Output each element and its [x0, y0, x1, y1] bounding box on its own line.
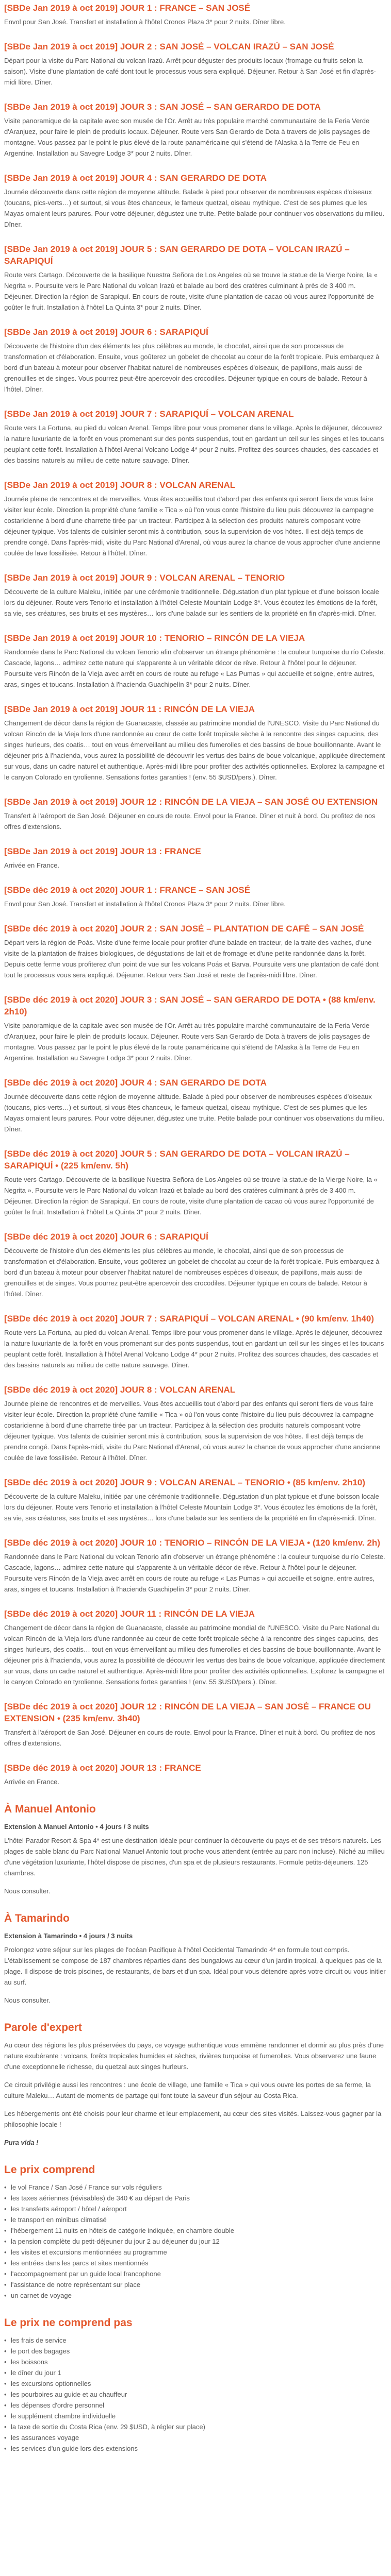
itinerary-day — [4, 1477, 386, 1523]
itinerary-day — [4, 1762, 386, 1787]
itinerary-day — [4, 1537, 386, 1595]
itinerary-day — [4, 572, 386, 619]
day-title: [SBDe déc 2019 à oct 2020] JOUR 5 : SAN GERARDO DE DOTA – VOLCAN IRAZÚ – SARAPIQUÍ • (225 km/env. 5h) — [4, 1149, 350, 1171]
day-description: Découverte de l'histoire d'un des éléments les plus célèbres au monde, le chocolat, ainsi que de son processus de transformation et d'élaboration. Ensuite, vous goûterez un gobelet de chocolat au cœur de la forêt tropicale. Puis embarquez à bord d'un bateau à moteur pour observer l'habitat naturel de nombreuses espèces d'oiseaux, de papillons, mais aussi de grenouilles et de singes. Vous pourrez peut-être apercevoir des crocodiles. Déjeuner typique en cours de balade. Retour à l'hôtel. Dîner. — [4, 1247, 380, 1298]
price-includes-item: • les entrées dans les parcs et sites mentionnés — [4, 2258, 386, 2268]
itinerary-day — [4, 1701, 386, 1749]
day-title: [SBDe déc 2019 à oct 2020] JOUR 2 : SAN JOSÉ – PLANTATION DE CAFÉ – SAN JOSÉ — [4, 924, 364, 934]
expert-paragraph: Au cœur des régions les plus préservées du pays, ce voyage authentique vous emmène randonner et dormir au plus près d'une nature exubérante : volcans, forêts tropicales humides et sèches, rivières turquoise et fumerolles. Vous observerez une faune d'une exceptionnelle richesse, du quetzal aux singes hurleurs. — [4, 2041, 384, 2071]
itinerary-day — [4, 923, 386, 980]
price-excludes-list — [4, 2335, 386, 2454]
itinerary-day — [4, 1313, 386, 1370]
day-title: [SBDe déc 2019 à oct 2020] JOUR 9 : VOLCAN ARENAL – TENORIO • (85 km/env. 2h10) — [4, 1478, 366, 1487]
day-description: Transfert à l'aéroport de San José. Déjeuner en cours de route. Envol pour la France. Dîner et nuit à bord. Ou profitez de nos offres d'extensions. — [4, 812, 376, 831]
itinerary-day — [4, 408, 386, 466]
day-title: [SBDe Jan 2019 à oct 2019] JOUR 1 : FRANCE – SAN JOSÉ — [4, 3, 251, 13]
day-title: [SBDe Jan 2019 à oct 2019] JOUR 4 : SAN GERARDO DE DOTA — [4, 173, 267, 183]
price-excludes-item: • le dîner du jour 1 — [4, 2367, 386, 2378]
day-description: Changement de décor dans la région de Guanacaste, classée au patrimoine mondial de l'UNESCO. Visite du Parc National du volcan Rincón de la Vieja lors d'une randonnée au cœur de cette forêt tropicale sèche à la rencontre des singes capucins, des singes hurleurs, des coatis… tout en vous émerveillant au milieu des fumerolles et des bassins de boue bouillonnante. Avant le déjeuner pris à l'hacienda, vous aurez la possibilité de découvrir les vertus des bains de boue volcanique, appliquée directement sur vous, dans un cadre naturel et authentique. Après-midi libre pour profiter des activités optionnelles. Explorez la campagne et le canyon Colorado en tyrolienne. Sensations fortes garanties ! (env. 55 $USD/pers.). Dîner. — [4, 719, 385, 781]
expert-section — [4, 2021, 386, 2148]
day-title: [SBDe Jan 2019 à oct 2019] JOUR 3 : SAN JOSÉ – SAN GERARDO DE DOTA — [4, 102, 321, 112]
day-title: [SBDe déc 2019 à oct 2020] JOUR 10 : TENORIO – RINCÓN DE LA VIEJA • (120 km/env. 2h) — [4, 1538, 380, 1548]
day-description: Changement de décor dans la région de Guanacaste, classée au patrimoine mondial de l'UNESCO. Visite du Parc National du volcan Rincón de la Vieja lors d'une randonnée au cœur de cette forêt tropicale sèche à la rencontre des singes capucins, des singes hurleurs, des coatis… tout en vous émerveillant au milieu des fumerolles et des bassins de boue bouillonnante. Avant le déjeuner pris à l'hacienda, vous aurez la possibilité de découvrir les vertus des bains de boue volcanique, appliquée directement sur vous, dans un cadre naturel et authentique. Après-midi libre pour profiter des activités optionnelles. Explorez la campagne et le canyon Colorado en tyrolienne. Sensations fortes garanties ! (env. 55 $USD/pers.). Dîner. — [4, 1624, 385, 1686]
itinerary-day — [4, 796, 386, 832]
day-description: Visite panoramique de la capitale avec son musée de l'Or. Arrêt au très populaire marché communautaire de la Feria Verde d'Aranjuez, pour faire le plein de produits locaux. Déjeuner. Route vers San Gerardo de Dota à travers de jolis paysages de montagne. Vous passez par le point le plus élevé de la route panaméricaine qui s'étend de l'Alaska à la Terre de Feu en Argentine. Installation au Savegre Lodge 3* pour 2 nuits. Dîner. — [4, 1022, 370, 1062]
price-excludes-item: • les services d'un guide lors des extensions — [4, 2443, 386, 2454]
extension-subtitle: Extension à Manuel Antonio • 4 jours / 3 nuits — [4, 1823, 149, 1831]
itinerary-day — [4, 1384, 386, 1463]
day-description: Arrivée en France. — [4, 861, 59, 869]
day-description: Départ pour la visite du Parc National du volcan Irazú. Arrêt pour déguster des produits locaux (fromage ou fruits selon la saison). Visite d'une plantation de café dont tout le processus vous sera expliqué. Déjeuner. Retour à San José et fin d'après-midi libre. Dîner. — [4, 57, 376, 86]
price-includes-item: • les transferts aéroport / hôtel / aéroport — [4, 2204, 386, 2214]
expert-heading: Parole d'expert — [4, 2022, 82, 2033]
extension-note: Nous consulter. — [4, 1996, 51, 2004]
day-description: Route vers Cartago. Découverte de la basilique Nuestra Señora de Los Angeles où se trouve la statue de la Vierge Noire, la « Negrita ». Poursuite vers le Parc National du volcan Irazú et balade au bord des cratères culminant à près de 3 400 m. Déjeuner. Direction la région de Sarapiquí. En cours de route, visite d'une plantation de cacao où vous aurez l'opportunité de goûter le fruit. Installation à l'hôtel La Quinta 3* pour 2 nuits. Dîner. — [4, 1176, 378, 1216]
expert-paragraph: Ce circuit privilégie aussi les rencontres : une école de village, une famille « Tica » qui vous ouvre les portes de sa ferme, la culture Maleku… Autant de moments de partage qui font toute la saveur d'un séjour au Costa Rica. — [4, 2081, 371, 2099]
expert-signature: Pura vida ! — [4, 2139, 39, 2146]
extension-description: Prolongez votre séjour sur les plages de l'océan Pacifique à l'hôtel Occidental Tamarindo 4* en formule tout compris. L'établissement se compose de 187 chambres réparties dans des bungalows au cœur d'un jardin tropical, à quelques pas de la plage. Il dispose de trois piscines, de restaurants, de bars et d'un spa. Idéal pour vous détendre après votre circuit ou vous initier au surf. — [4, 1946, 386, 1986]
extension-note: Nous consulter. — [4, 1887, 51, 1895]
day-title: [SBDe déc 2019 à oct 2020] JOUR 1 : FRANCE – SAN JOSÉ — [4, 885, 251, 895]
price-excludes-item: • les excursions optionnelles — [4, 2378, 386, 2389]
day-description: Journée pleine de rencontres et de merveilles. Vous êtes accueillis tout d'abord par des enfants qui seront fiers de vous faire visiter leur école. Direction la propriété d'une famille « Tica » où l'on vous conte l'histoire du lieu puis découvrez la campagne costaricienne à bord d'une charrette tirée par un tracteur. Participez à la sélection des produits naturels composant votre déjeuner typique. Vos talents de cuisinier seront mis à contribution, sous la supervision de vos hôtes. Il est déjà temps de prendre congé. Dans l'après-midi, visite du Parc National d'Arenal, où vous aurez la chance de vous approcher d'une ancienne coulée de lave fossilisée. Retour à l'hôtel. Dîner. — [4, 495, 381, 557]
price-includes-item: • l'assistance de notre représentant sur place — [4, 2279, 386, 2290]
day-description: Visite panoramique de la capitale avec son musée de l'Or. Arrêt au très populaire marché communautaire de la Feria Verde d'Aranjuez, pour faire le plein de produits locaux. Déjeuner. Route vers San Gerardo de Dota à travers de jolis paysages de montagne. Vous passez par le point le plus élevé de la route panaméricaine qui s'étend de l'Alaska à la Terre de Feu en Argentine. Installation au Savegre Lodge 3* pour 2 nuits. Dîner. — [4, 117, 370, 157]
itinerary-day — [4, 845, 386, 871]
itinerary-day — [4, 41, 386, 88]
day-title: [SBDe déc 2019 à oct 2020] JOUR 7 : SARAPIQUÍ – VOLCAN ARENAL • (90 km/env. 1h40) — [4, 1314, 374, 1324]
itinerary-day — [4, 703, 386, 783]
expert-paragraphs — [4, 2040, 386, 2130]
price-includes-item: • l'accompagnement par un guide local francophone — [4, 2268, 386, 2279]
day-title: [SBDe déc 2019 à oct 2020] JOUR 4 : SAN GERARDO DE DOTA — [4, 1078, 267, 1088]
itinerary-day — [4, 326, 386, 395]
price-includes-heading: Le prix comprend — [4, 2164, 95, 2176]
day-title: [SBDe déc 2019 à oct 2020] JOUR 6 : SARAPIQUÍ — [4, 1232, 208, 1242]
day-description: Journée découverte dans cette région de moyenne altitude. Balade à pied pour observer de nombreuses espèces d'oiseaux (toucans, pics-verts…) et surtout, si vous êtes chanceux, le fameux quetzal, oiseau mythique. C'est de ses plumes que les Mayas ornaient leurs parures. Pour votre déjeuner, dégustez une truite. Petite balade pour continuer vos observations du milieu. Dîner. — [4, 188, 385, 228]
day-description: Départ vers la région de Poás. Visite d'une ferme locale pour profiter d'une balade en tracteur, de la traite des vaches, d'une visite de la plantation de fraises biologiques, de dégustations de lait et de fromage et d'une petite randonnée dans la forêt. Depuis cette ferme vous profiterez d'un point de vue sur les volcans Poás et Barva. Poursuite vers une plantation de café dont tout le processus vous sera expliqué. Déjeuner. Retour vers San José et reste de l'après-midi libre. Dîner. — [4, 939, 379, 979]
day-description: Randonnée dans le Parc National du volcan Tenorio afin d'observer un étrange phénomène : la couleur turquoise du río Celeste. Cascade, lagons… admirez cette nature qui s'apparente à un véritable décor de rêve. Retour à l'hôtel pour le déjeuner. Poursuite vers Rincón de la Vieja avec arrêt en cours de route au refuge « Las Pumas » qui accueille et soigne, entre autres, aras, singes et toucans. Installation à l'hacienda Guachipelín 3* pour 2 nuits. Dîner. — [4, 1553, 385, 1593]
day-description: Route vers Cartago. Découverte de la basilique Nuestra Señora de Los Angeles où se trouve la statue de la Vierge Noire, la « Negrita ». Poursuite vers le Parc National du volcan Irazú et balade au bord des cratères culminant à près de 3 400 m. Déjeuner. Direction la région de Sarapiquí. En cours de route, visite d'une plantation de cacao où vous aurez l'opportunité de goûter le fruit. Installation à l'hôtel La Quinta 3* pour 2 nuits. Dîner. — [4, 271, 378, 311]
day-description: Découverte de la culture Maleku, initiée par une cérémonie traditionnelle. Dégustation d'un plat typique et d'une boisson locale lors du déjeuner. Route vers Tenorio et installation à l'hôtel Celeste Mountain Lodge 3*. Vous écoutez les émotions de la forêt, sa vie, ses créatures, ses bruits et ses mystères… lors d'une balade sur les sentiers de la propriété en fin d'après-midi. Dîner. — [4, 1493, 379, 1522]
extension-subtitle: Extension à Tamarindo • 4 jours / 3 nuits — [4, 1932, 133, 1940]
day-description: Envol pour San José. Transfert et installation à l'hôtel Cronos Plaza 3* pour 2 nuits. Dîner libre. — [4, 900, 286, 908]
price-excludes-item: • les assurances voyage — [4, 2432, 386, 2443]
day-title: [SBDe Jan 2019 à oct 2019] JOUR 10 : TENORIO – RINCÓN DE LA VIEJA — [4, 633, 305, 643]
day-title: [SBDe déc 2019 à oct 2020] JOUR 12 : RINCÓN DE LA VIEJA – SAN JOSÉ – FRANCE OU EXTENSION • (235 km/env. 3h40) — [4, 1702, 371, 1723]
extension-manuel-antonio — [4, 1803, 386, 1896]
price-excludes-item: • les frais de service — [4, 2335, 386, 2346]
price-excludes-heading: Le prix ne comprend pas — [4, 2317, 133, 2329]
price-includes-item: • les taxes aériennes (révisables) de 340 € au départ de Paris — [4, 2193, 386, 2204]
itinerary-day — [4, 1231, 386, 1299]
itinerary-day — [4, 1608, 386, 1687]
itinerary-day — [4, 172, 386, 230]
day-title: [SBDe Jan 2019 à oct 2019] JOUR 13 : FRANCE — [4, 846, 201, 856]
price-excludes-item: • les dépenses d'ordre personnel — [4, 2400, 386, 2411]
price-includes-item: • le vol France / San José / France sur vols réguliers — [4, 2182, 386, 2193]
itinerary-day — [4, 994, 386, 1063]
day-title: [SBDe déc 2019 à oct 2020] JOUR 11 : RINCÓN DE LA VIEJA — [4, 1609, 255, 1619]
extension-heading: À Tamarindo — [4, 1912, 70, 1924]
day-description: Route vers La Fortuna, au pied du volcan Arenal. Temps libre pour vous promener dans le village. Après le déjeuner, découvrez la nature luxuriante de la forêt en vous promenant sur des ponts suspendus, tout en gardant un œil sur les singes et les toucans peuplant cette forêt. Installation à l'hôtel Arenal Volcano Lodge 4* pour 2 nuits. Profitez des sources chaudes, des cascades et des bassins naturels au milieu de cette nature sauvage. Dîner. — [4, 1329, 384, 1369]
price-includes-item: • l'hébergement 11 nuits en hôtels de catégorie indiquée, en chambre double — [4, 2225, 386, 2236]
day-title: [SBDe Jan 2019 à oct 2019] JOUR 7 : SARAPIQUÍ – VOLCAN ARENAL — [4, 409, 294, 419]
day-description: Envol pour San José. Transfert et installation à l'hôtel Cronos Plaza 3* pour 2 nuits. Dîner libre. — [4, 18, 286, 26]
day-description: Arrivée en France. — [4, 1778, 59, 1786]
extension-description: L'hôtel Parador Resort & Spa 4* est une destination idéale pour continuer la découverte du pays et de ses trésors naturels. Les plages de sable blanc du Parc National Manuel Antonio tout proche vous attendent (entrée au parc non incluse). Niché au milieu d'une végétation luxuriante, l'hôtel dispose de piscines, d'un spa et de plusieurs restaurants. Formule petits-déjeuners. 125 chambres. — [4, 1837, 385, 1877]
itinerary-day — [4, 1077, 386, 1134]
price-excludes-item: • le port des bagages — [4, 2346, 386, 2357]
price-excludes-item: • la taxe de sortie du Costa Rica (env. 29 $USD, à régler sur place) — [4, 2421, 386, 2432]
expert-paragraph: Les hébergements ont été choisis pour leur charme et leur emplacement, au cœur des sites visités. Laissez-vous gagner par la philosophie locale ! — [4, 2110, 382, 2128]
price-includes-item: • les visites et excursions mentionnées au programme — [4, 2247, 386, 2258]
itinerary-day — [4, 479, 386, 558]
day-description: Découverte de l'histoire d'un des éléments les plus célèbres au monde, le chocolat, ainsi que de son processus de transformation et d'élaboration. Ensuite, vous goûterez un gobelet de chocolat au cœur de la forêt tropicale. Puis embarquez à bord d'un bateau à moteur pour observer l'habitat naturel de nombreuses espèces d'oiseaux, de papillons, mais aussi de grenouilles et de singes. Vous pourrez peut-être apercevoir des crocodiles. Déjeuner typique en cours de balade. Retour à l'hôtel. Dîner. — [4, 342, 380, 393]
day-description: Route vers La Fortuna, au pied du volcan Arenal. Temps libre pour vous promener dans le village. Après le déjeuner, découvrez la nature luxuriante de la forêt en vous promenant sur des ponts suspendus, tout en gardant un œil sur les singes et les toucans peuplant cette forêt. Installation à l'hôtel Arenal Volcano Lodge 4* pour 2 nuits. Profitez des sources chaudes, des cascades et des bassins naturels au milieu de cette nature sauvage. Dîner. — [4, 424, 384, 464]
itinerary-list — [4, 2, 386, 1787]
day-description: Randonnée dans le Parc National du volcan Tenorio afin d'observer un étrange phénomène : la couleur turquoise du río Celeste. Cascade, lagons… admirez cette nature qui s'apparente à un véritable décor de rêve. Retour à l'hôtel pour le déjeuner. Poursuite vers Rincón de la Vieja avec arrêt en cours de route au refuge « Las Pumas » qui accueille et soigne, entre autres, aras, singes et toucans. Installation à l'hacienda Guachipelín 3* pour 2 nuits. Dîner. — [4, 648, 385, 688]
itinerary-day — [4, 632, 386, 690]
day-title: [SBDe Jan 2019 à oct 2019] JOUR 11 : RINCÓN DE LA VIEJA — [4, 704, 255, 714]
day-title: [SBDe Jan 2019 à oct 2019] JOUR 12 : RINCÓN DE LA VIEJA – SAN JOSÉ OU EXTENSION — [4, 797, 378, 807]
day-title: [SBDe Jan 2019 à oct 2019] JOUR 8 : VOLCAN ARENAL — [4, 480, 236, 490]
day-description: Journée pleine de rencontres et de merveilles. Vous êtes accueillis tout d'abord par des enfants qui seront fiers de vous faire visiter leur école. Direction la propriété d'une famille « Tica » où l'on vous conte l'histoire du lieu puis découvrez la campagne costaricienne à bord d'une charrette tirée par un tracteur. Participez à la sélection des produits naturels composant votre déjeuner typique. Vos talents de cuisinier seront mis à contribution, sous la supervision de vos hôtes. Il est déjà temps de prendre congé. Dans l'après-midi, visite du Parc National d'Arenal, où vous aurez la chance de vous approcher d'une ancienne coulée de lave fossilisée. Retour à l'hôtel. Dîner. — [4, 1400, 381, 1462]
day-title: [SBDe déc 2019 à oct 2020] JOUR 8 : VOLCAN ARENAL — [4, 1385, 236, 1395]
day-description: Journée découverte dans cette région de moyenne altitude. Balade à pied pour observer de nombreuses espèces d'oiseaux (toucans, pics-verts…) et surtout, si vous êtes chanceux, le fameux quetzal, oiseau mythique. C'est de ses plumes que les Mayas ornaient leurs parures. Pour votre déjeuner, dégustez une truite. Petite balade pour continuer vos observations du milieu. Dîner. — [4, 1093, 385, 1133]
day-title: [SBDe Jan 2019 à oct 2019] JOUR 6 : SARAPIQUÍ — [4, 327, 208, 337]
day-title: [SBDe Jan 2019 à oct 2019] JOUR 2 : SAN JOSÉ – VOLCAN IRAZÚ – SAN JOSÉ — [4, 42, 334, 52]
day-title: [SBDe déc 2019 à oct 2020] JOUR 13 : FRANCE — [4, 1763, 201, 1773]
price-includes-item: • le transport en minibus climatisé — [4, 2214, 386, 2225]
day-description: Transfert à l'aéroport de San José. Déjeuner en cours de route. Envol pour la France. Dîner et nuit à bord. Ou profitez de nos offres d'extensions. — [4, 1728, 376, 1747]
day-description: Découverte de la culture Maleku, initiée par une cérémonie traditionnelle. Dégustation d'un plat typique et d'une boisson locale lors du déjeuner. Route vers Tenorio et installation à l'hôtel Celeste Mountain Lodge 3*. Vous écoutez les émotions de la forêt, sa vie, ses créatures, ses bruits et ses mystères… lors d'une balade sur les sentiers de la propriété en fin d'après-midi. Dîner. — [4, 588, 379, 617]
extension-heading: À Manuel Antonio — [4, 1803, 96, 1815]
itinerary-day — [4, 1148, 386, 1217]
day-title: [SBDe Jan 2019 à oct 2019] JOUR 9 : VOLCAN ARENAL – TENORIO — [4, 573, 285, 583]
price-includes-list — [4, 2182, 386, 2301]
extension-tamarindo — [4, 1912, 386, 2006]
itinerary-day — [4, 101, 386, 159]
price-excludes-section — [4, 2316, 386, 2454]
price-includes-item: • la pension complète du petit-déjeuner du jour 2 au déjeuner du jour 12 — [4, 2236, 386, 2247]
itinerary-day — [4, 2, 386, 27]
price-includes-item: • un carnet de voyage — [4, 2290, 386, 2301]
itinerary-day — [4, 243, 386, 313]
itinerary-day — [4, 884, 386, 909]
price-excludes-item: • le supplément chambre individuelle — [4, 2411, 386, 2421]
price-excludes-item: • les boissons — [4, 2357, 386, 2367]
day-title: [SBDe Jan 2019 à oct 2019] JOUR 5 : SAN GERARDO DE DOTA – VOLCAN IRAZÚ – SARAPIQUÍ — [4, 244, 350, 266]
day-title: [SBDe déc 2019 à oct 2020] JOUR 3 : SAN JOSÉ – SAN GERARDO DE DOTA • (88 km/env. 2h10) — [4, 995, 376, 1016]
price-excludes-item: • les pourboires au guide et au chauffeur — [4, 2389, 386, 2400]
price-includes-section — [4, 2163, 386, 2301]
